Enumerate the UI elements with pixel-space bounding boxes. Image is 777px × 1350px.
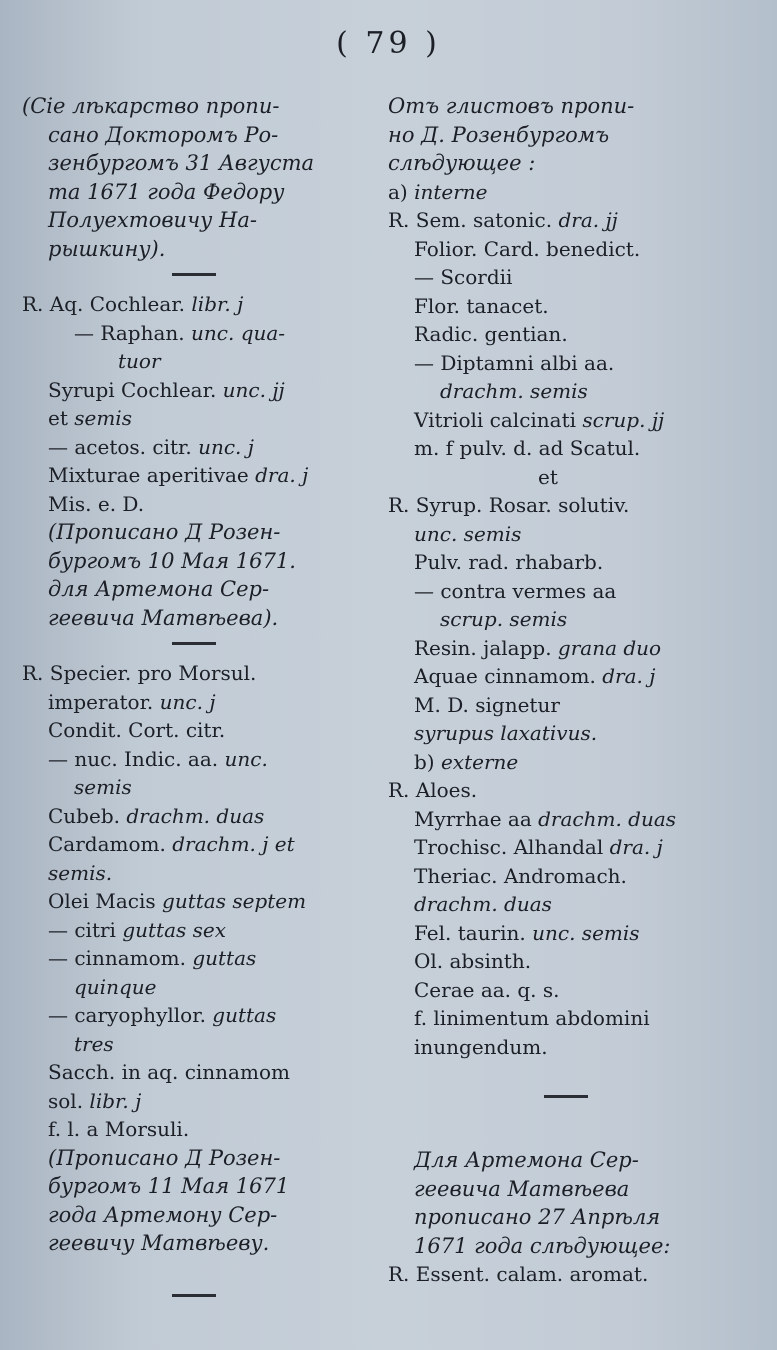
prescription-cochlear (22, 290, 372, 518)
prescription-line (388, 862, 748, 891)
prescription-line (388, 919, 748, 948)
prescription-line (22, 490, 372, 519)
prescription-line (22, 461, 372, 490)
line-roman-text: Folior. Card. benedict. (414, 236, 641, 261)
line-italic-text: unc. semis (532, 920, 640, 945)
note-line: Полуехтовичу На- (48, 208, 257, 232)
note-line: (Прописано Д Розен- (48, 520, 281, 544)
prescription-line (388, 434, 748, 463)
line-italic-text: libr. j (89, 1088, 142, 1113)
line-italic-text: externe (440, 749, 519, 774)
prescription-line (22, 859, 372, 888)
note-line: зенбургомъ 31 Августа (48, 151, 315, 175)
line-roman-text: Cubeb. (48, 803, 127, 828)
line-roman-text: Radic. gentian. (414, 322, 568, 346)
prescription-line (388, 947, 748, 976)
note-line: 1671 года слѣдующее: (414, 1233, 671, 1258)
prescription-line (22, 973, 372, 1002)
prescription-line (388, 719, 748, 748)
prescription-line (22, 688, 372, 717)
line-italic-text: syrupus laxativus. (414, 721, 598, 745)
note-matveev-may10 (22, 518, 372, 632)
left-column (22, 92, 372, 1311)
prescription-morsuli (22, 659, 372, 1144)
prescription-line: R. Essent. calam. aromat. (388, 1262, 649, 1286)
prescription-line (22, 433, 372, 462)
line-roman-text: a) (388, 179, 415, 204)
line-roman-text: Cardamom. (48, 832, 173, 856)
prescription-line (22, 1058, 372, 1087)
line-italic-text: dra. j (609, 835, 663, 859)
prescription-line (22, 1030, 372, 1059)
line-roman-text: R. Syrup. Rosar. solutiv. (388, 493, 630, 517)
note-line: Для Артемона Сер- (414, 1148, 639, 1172)
line-italic-text: scrup. semis (440, 607, 568, 631)
prescription-line (388, 776, 748, 805)
prescription-line (388, 662, 748, 691)
prescription-line (388, 1004, 748, 1033)
prescription-line (388, 235, 748, 264)
line-roman-text: et (538, 464, 558, 489)
line-italic-text: semis (74, 775, 132, 799)
prescription-line (388, 976, 748, 1005)
heading-line: Отъ глистовъ пропи- (388, 94, 635, 118)
line-italic-text: drachm. duas (538, 806, 677, 831)
prescription-line (388, 748, 748, 777)
line-roman-text: R. Aloes. (388, 778, 478, 802)
prescription-line (388, 491, 748, 520)
note-line: сано Докторомъ Ро- (48, 122, 279, 147)
right-column (388, 92, 748, 1289)
prescription-line (22, 887, 372, 916)
line-roman-text: — acetos. citr. (48, 434, 199, 459)
line-roman-text: — contra vermes aa (414, 578, 617, 603)
note-matveev-april27 (388, 1146, 748, 1260)
note-line: (Прописано Д Розен- (48, 1145, 281, 1170)
line-italic-text: interne (414, 179, 488, 204)
line-roman-text: imperator. (48, 689, 160, 714)
prescription-line (388, 805, 748, 834)
prescription-line (22, 1087, 372, 1116)
line-italic-text: semis. (48, 860, 113, 885)
line-roman-text: Cerae aa. q. s. (414, 977, 560, 1002)
line-italic-text: guttas septem (162, 889, 307, 913)
line-roman-text: — citri (48, 917, 123, 942)
line-roman-text: f. linimentum abdomini (414, 1006, 650, 1030)
line-italic-text: drachm. duas (126, 803, 265, 828)
line-roman-text: Syrupi Cochlear. (48, 377, 223, 402)
prescription-line (388, 292, 748, 321)
prescription-line (388, 577, 748, 606)
line-italic-text: drachm. semis (440, 379, 588, 403)
line-roman-text: — caryophyllor. (48, 1003, 213, 1027)
prescription-line (22, 347, 372, 376)
prescription-line (388, 548, 748, 577)
line-roman-text: inungendum. (414, 1034, 548, 1059)
line-roman-text: R. Aq. Cochlear. (22, 292, 192, 316)
line-roman-text: Resin. jalapp. (414, 635, 558, 660)
line-roman-text: f. l. a Morsuli. (48, 1117, 190, 1141)
line-roman-text: M. D. signetur (414, 692, 560, 717)
note-line: бургомъ 10 Мая 1671. (48, 548, 296, 573)
line-roman-text: Mixturae aperitivae (48, 463, 256, 487)
section-divider (172, 1294, 216, 1297)
line-roman-text: b) (414, 749, 441, 774)
line-italic-text: guttas (192, 946, 257, 970)
prescription-line (388, 605, 748, 634)
note-naryshkin (22, 92, 372, 263)
prescription-line (388, 634, 748, 663)
line-italic-text: grana duo (557, 635, 662, 660)
line-roman-text: — Scordii (414, 265, 513, 289)
prescription-line (22, 290, 372, 319)
prescription-line (388, 833, 748, 862)
line-roman-text: — Raphan. (74, 320, 192, 345)
line-roman-text: Condit. Cort. citr. (48, 718, 226, 742)
line-italic-text: tres (74, 1031, 114, 1056)
prescription-line (22, 916, 372, 945)
line-italic-text: tuor (118, 349, 161, 373)
note-line: для Артемона Сер- (48, 577, 270, 601)
note-line: года Артемону Сер- (48, 1202, 278, 1227)
prescription-line (22, 659, 372, 688)
prescription-line (388, 206, 748, 235)
line-italic-text: unc. qua- (191, 320, 286, 345)
line-italic-text: semis (74, 406, 132, 430)
page-number: ( 79 ) (336, 26, 441, 61)
line-italic-text: unc. j (198, 434, 254, 459)
prescription-line (22, 319, 372, 348)
line-roman-text: sol. (48, 1088, 90, 1113)
prescription-line (388, 178, 748, 207)
prescription-line (22, 745, 372, 774)
line-italic-text: unc. j (159, 689, 216, 714)
prescription-line (388, 349, 748, 378)
prescription-line (388, 1033, 748, 1062)
note-line: (Сiе лѣкарство пропи- (22, 94, 280, 118)
line-roman-text: Vitrioli calcinati (414, 407, 583, 432)
line-roman-text: Pulv. rad. rhabarb. (414, 550, 604, 574)
line-italic-text: dra. jj (558, 208, 618, 232)
line-italic-text: dra. j (255, 463, 309, 487)
line-roman-text: — Diptamni albi aa. (414, 350, 615, 375)
line-roman-text: Flor. tanacet. (414, 293, 549, 318)
line-roman-text: R. Sem. satonic. (388, 208, 559, 232)
section-divider (172, 642, 216, 645)
prescription-line (22, 773, 372, 802)
line-roman-text: — nuc. Indic. aa. (48, 746, 225, 771)
note-line: геевича Матвѣева (414, 1176, 630, 1201)
note-line: геевичу Матвѣеву. (48, 1231, 270, 1255)
line-italic-text: libr. j (191, 292, 244, 316)
section-divider (544, 1095, 588, 1098)
heading-line: слѣдующее : (388, 151, 536, 175)
line-roman-text: Theriac. Andromach. (414, 863, 627, 888)
line-roman-text: Myrrhae aa (414, 806, 539, 831)
line-roman-text: Sacch. in aq. cinnamom (48, 1060, 290, 1084)
note-line: рышкину). (48, 236, 166, 261)
prescription-line (388, 263, 748, 292)
line-roman-text: Ol. absinth. (414, 949, 532, 973)
prescription-line (22, 716, 372, 745)
prescription-line (388, 377, 748, 406)
line-italic-text: guttas (212, 1003, 277, 1027)
line-roman-text: et (48, 406, 75, 430)
line-italic-text: unc. semis (414, 521, 522, 546)
prescription-line (22, 376, 372, 405)
line-roman-text: Trochisc. Alhandal (414, 835, 610, 859)
line-italic-text: drachm. j et (172, 832, 295, 856)
line-italic-text: quinque (74, 974, 157, 999)
note-matveev-may11 (22, 1144, 372, 1258)
note-line: та 1671 года Федору (48, 179, 285, 204)
prescription-worms (388, 178, 748, 1062)
prescription-line (388, 406, 748, 435)
prescription-line (388, 520, 748, 549)
line-roman-text: R. Specier. pro Morsul. (22, 661, 257, 685)
line-roman-text: Fel. taurin. (414, 920, 533, 945)
line-roman-text: m. f pulv. d. ad Scatul. (414, 436, 641, 460)
line-italic-text: unc. jj (222, 377, 285, 402)
heading-line: но Д. Розенбургомъ (388, 122, 610, 147)
line-italic-text: guttas sex (122, 917, 226, 942)
note-line: прописано 27 Апрѣля (414, 1205, 661, 1229)
prescription-line (22, 404, 372, 433)
line-roman-text: — cinnamom. (48, 946, 193, 970)
line-italic-text: unc. (224, 746, 268, 771)
line-italic-text: drachm. duas (414, 892, 552, 916)
note-line: бургомъ 11 Мая 1671 (48, 1174, 290, 1198)
line-italic-text: dra. j (602, 664, 656, 688)
prescription-line (22, 944, 372, 973)
worm-remedy-heading (388, 92, 748, 178)
prescription-line (388, 463, 748, 492)
prescription-line (22, 830, 372, 859)
line-roman-text: Mis. e. D. (48, 491, 145, 516)
note-line: геевича Матвѣева). (48, 605, 279, 630)
prescription-line (22, 1115, 372, 1144)
prescription-line (22, 802, 372, 831)
prescription-line (388, 890, 748, 919)
prescription-line (388, 691, 748, 720)
section-divider (172, 273, 216, 276)
prescription-line (22, 1001, 372, 1030)
prescription-line (388, 320, 748, 349)
line-roman-text: Aquae cinnamom. (414, 664, 603, 688)
line-italic-text: scrup. jj (582, 407, 665, 432)
line-roman-text: Olei Macis (48, 889, 163, 913)
